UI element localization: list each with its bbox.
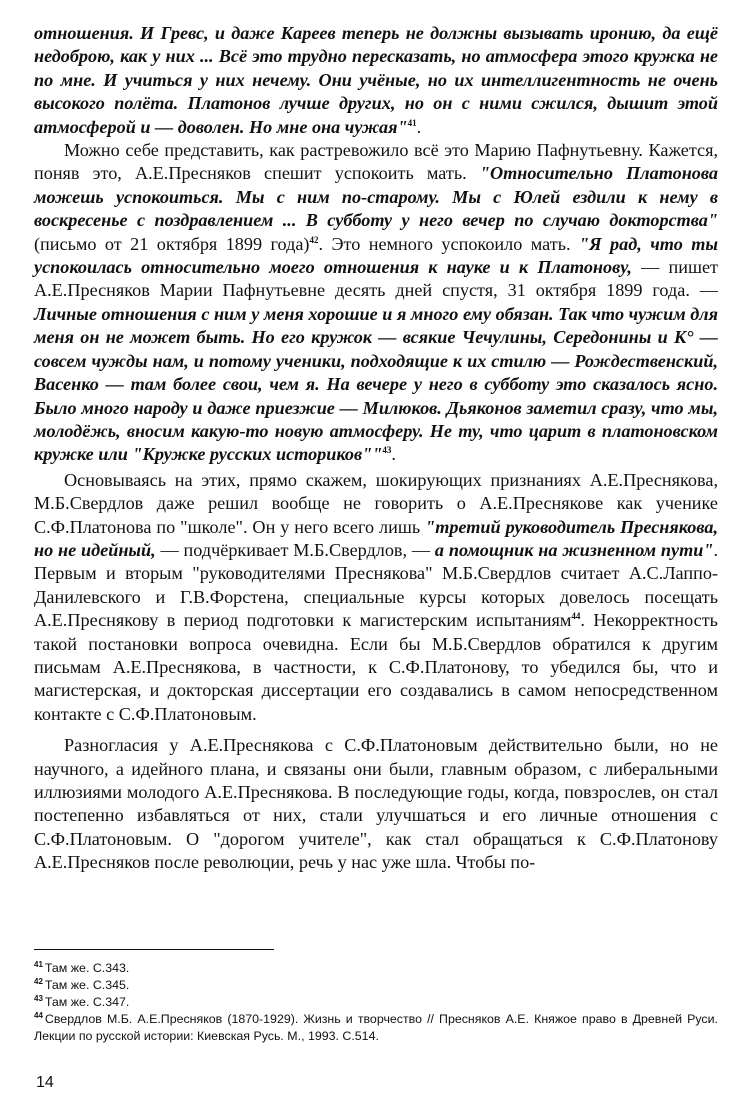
paragraph-text: (письмо от 21 октября 1899 года) — [34, 233, 310, 254]
footnote-text: Свердлов М.Б. А.Е.Пресняков (1870-1929). Жизнь и творчество // Пресняков А.Е. Княжое право в Древней Руси. Лекции по русской истории: Киевская Русь. М., 1993. С.514. — [34, 1012, 718, 1043]
quote-text: "Я рад, что ты успокоилась относительно моего отношения к науке и к Платонову, — [34, 233, 719, 278]
page-number: 14 — [36, 1074, 54, 1091]
paragraph-text: Можно себе представить, как растревожило всё это Марию Пафнутьевну. Кажется, поняв это, А.Е.Пресняков спешит успокоить мать. — [34, 140, 718, 184]
footnote-number: 44 — [34, 1011, 43, 1020]
footnote — [34, 994, 718, 1011]
paragraph-2 — [34, 139, 718, 467]
footnote — [34, 977, 718, 994]
footnote — [34, 960, 718, 977]
paragraph-text: Основываясь на этих, прямо скажем, шокирующих признаниях А.Е.Преснякова, М.Б.Свердлов даже решил вообще не говорить о А.Е.Преснякове как ученике С.Ф.Платонова по "школе". Он у него всего лишь — [34, 469, 718, 537]
footnote-ref: 44 — [571, 611, 581, 622]
paragraph-text: . — [416, 116, 422, 137]
paragraph-3 — [34, 469, 718, 726]
paragraph-text: . Некорректность такой постановки вопроса очевидна. Если бы М.Б.Свердлов обратился к другим письмам А.Е.Преснякова, в частности, к С.Ф.Платонову, то убедился бы, что и магистерская, и докторская диссертации его создавались в самом непосредственном контакте с С.Ф.Платоновым. — [34, 610, 718, 724]
paragraph-text: — подчёркивает М.Б.Свердлов, — — [155, 539, 435, 560]
paragraph-text: — пишет А.Е.Пресняков Марии Пафнутьевне десять дней спустя, 31 октября 1899 года. — — [34, 257, 718, 301]
paragraph-4 — [34, 734, 718, 874]
footnote-text: Там же. С.347. — [44, 995, 130, 1009]
paragraph-text: . Это немного успокоило мать. — [318, 233, 579, 254]
footnote-ref: 41 — [407, 117, 417, 128]
quote-text: отношения. И Гревс, и даже Кареев теперь не должны вызывать иронию, да ещё недоброю, как у них ... Всё это трудно пересказать, но атмосфера этого кружка не по мне. И учиться у них нечему. Они учёные, но их интеллигентность не очень высокого полёта. Платонов лучше других, но он с ними сжился, дышит этой атмосферой и — доволен. Но мне она чужая" — [34, 23, 718, 137]
quote-text: "третий руководитель Преснякова, но не идейный, — [34, 516, 718, 560]
footnote-number: 43 — [34, 994, 43, 1003]
paragraph-1 — [34, 22, 718, 139]
footnote-text: Там же. С.345. — [44, 978, 130, 992]
quote-text: а помощник на жизненном пути" — [434, 539, 714, 560]
footnotes — [34, 960, 718, 1045]
footnote-divider — [34, 949, 274, 950]
footnote-text: Там же. С.343. — [44, 961, 130, 975]
quote-text: "Относительно Платонова можешь успокоиться. Мы с ним по-старому. Мы с Юлей ездили к нему в воскресенье с поздравлением ... В субботу у него вечер по случаю докторства" — [34, 163, 718, 231]
footnote-number: 42 — [34, 977, 43, 986]
page-body — [34, 22, 718, 875]
footnote-ref: 42 — [309, 234, 319, 245]
paragraph-text: . Первым и вторым "руководителями Преснякова" М.Б.Свердлов считает А.С.Лаппо-Данилевского и Г.В.Форстена, специальные курсы которых довелось посещать А.Е.Преснякову в период подготовки к магистерским испытаниям — [34, 539, 718, 631]
footnote-number: 41 — [34, 960, 43, 969]
paragraph-text: Разногласия у А.Е.Преснякова с С.Ф.Платоновым действительно были, но не научного, а идейного плана, и связаны они были, главным образом, с либеральными иллюзиями молодого А.Е.Преснякова. В последующие годы, когда, повзрослев, он стал постепенно избавляться от них, стали улучшаться и его личные отношения с С.Ф.Платоновым. О "дорогом учителе", как стал обращаться к С.Ф.Платонову А.Е.Пресняков после революции, речь у нас уже шла. Чтобы по- — [34, 735, 718, 873]
footnote-ref: 43 — [382, 445, 392, 456]
footnote — [34, 1011, 718, 1045]
paragraph-text: . — [391, 444, 396, 465]
quote-text: Личные отношения с ним у меня хорошие и я много ему обязан. Так что чужим для меня он не может быть. Но его кружок — всякие Чечулины, Середонины и К° — совсем чужды нам, и потому ученики, подходящие к их стилю — Рождественский, Васенко — там более свои, чем я. На вечере у него в субботу это сказалось ясно. Было много народу и даже приезжие — Милюков. Дьяконов заметил сразу, что мы, молодёжь, вносим какую-то новую атмосферу. Не ту, что царит в платоновском кружке или "Кружке русских историков"" — [34, 303, 718, 465]
